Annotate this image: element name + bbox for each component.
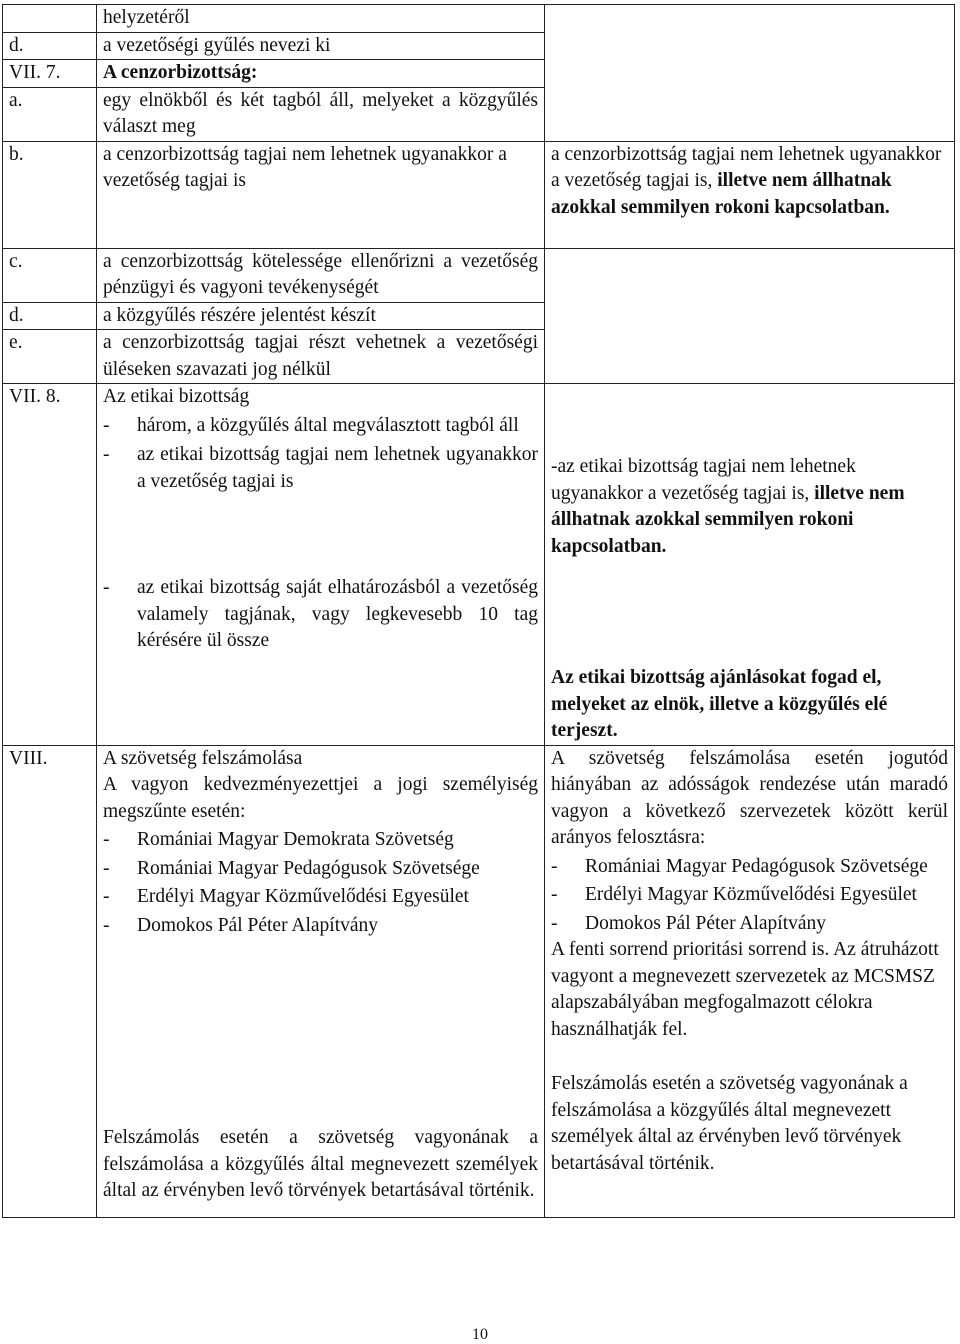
text-cell: a cenzorbizottság tagjai részt vehetnek a vezetőségi üléseken szavazati jog nélkül — [97, 330, 545, 384]
list-item: - Domokos Pál Péter Alapítvány — [551, 912, 827, 934]
right-cell — [545, 5, 955, 142]
table-row — [3, 5, 955, 33]
list-item: - Domokos Pál Péter Alapítvány — [103, 914, 379, 936]
list-item: - Romániai Magyar Pedagógusok Szövetsége — [103, 857, 480, 879]
amendment-text: A szövetség felszámolása esetén jogutód hiányában az adósságok rendezése után maradó vagyon a következő szervezetek között kerül arányos felosztásra: — [551, 747, 948, 848]
statute-comparison-table — [2, 4, 955, 1218]
closing-text: Felszámolás esetén a szövetség vagyonának a felszámolása a közgyűlés által megnevezett személyek által az érvényben levő törvények betartásával történik. — [103, 1127, 538, 1201]
text-cell: a vezetőségi gyűlés nevezi ki — [97, 32, 545, 60]
amendment-text: A fenti sorrend prioritási sorrend is. Az átruházott vagyont a megnevezett szervezetek az MCSMSZ alapszabályában megfogalmazott célokra használhatják fel. — [551, 939, 939, 1040]
section-title: A cenzorbizottság: — [97, 60, 545, 88]
right-cell — [545, 384, 955, 746]
right-cell — [545, 745, 955, 1217]
text-cell: egy elnökből és két tagból áll, melyeket a közgyűlés választ meg — [97, 87, 545, 141]
table-row — [3, 141, 955, 248]
table-row — [3, 248, 955, 302]
table-row — [3, 384, 955, 746]
list-item: - három, a közgyűlés által megválasztott tagból áll — [103, 414, 519, 436]
list-item: - Romániai Magyar Demokrata Szövetség — [103, 829, 454, 850]
code-cell: d. — [3, 32, 97, 60]
text-cell: a közgyűlés részére jelentést készít — [97, 302, 545, 330]
code-cell: e. — [3, 330, 97, 384]
page-number: 10 — [472, 1326, 488, 1343]
code-cell: a. — [3, 87, 97, 141]
amendment-bold-text: Az etikai bizottság ajánlásokat fogad el, melyeket az elnök, illetve a közgyűlés elé terjeszt. — [551, 667, 888, 741]
text-cell: helyzetéről — [97, 5, 545, 33]
amendment-text: a cenzorbizottság tagjai nem lehetnek ugyanakkor a vezetőség tagjai is, — [551, 143, 942, 191]
text-cell — [97, 745, 545, 1217]
text-cell — [97, 384, 545, 746]
intro-text: A vagyon kedvezményezettjei a jogi személyiség megszűnte esetén: — [103, 774, 538, 822]
text-cell: a cenzorbizottság tagjai nem lehetnek ugyanakkor a vezetőség tagjai is — [97, 141, 545, 248]
right-cell — [545, 248, 955, 384]
list-item: - az etikai bizottság saját elhatározásból a vezetőség valamely tagjának, vagy legkevesebb 10 tag kérésére ül össze — [103, 577, 538, 651]
section-title: Az etikai bizottság — [103, 386, 250, 407]
list-item: - Romániai Magyar Pedagógusok Szövetsége — [551, 855, 928, 877]
amendment-bold-text: illetve nem állhatnak azokkal semmilyen rokoni kapcsolatban. — [551, 482, 905, 557]
code-cell: VIII. — [3, 745, 97, 1217]
text-cell: a cenzorbizottság kötelessége ellenőrizni a vezetőség pénzügyi és vagyoni tevékenységét — [97, 248, 545, 302]
code-cell: b. — [3, 141, 97, 248]
table-row — [3, 745, 955, 1217]
right-cell — [545, 141, 955, 248]
code-cell: VII. 7. — [3, 60, 97, 88]
code-cell: VII. 8. — [3, 384, 97, 746]
list-item: - az etikai bizottság tagjai nem lehetnek ugyanakkor a vezetőség tagjai is — [103, 444, 538, 492]
code-cell — [3, 5, 97, 33]
list-item: - Erdélyi Magyar Közművelődési Egyesület — [551, 884, 917, 905]
code-cell: d. — [3, 302, 97, 330]
amendment-bold-text: illetve nem állhatnak azokkal semmilyen rokoni kapcsolatban. — [551, 170, 892, 218]
amendment-text: -az etikai bizottság tagjai nem lehetnek ugyanakkor a vezetőség tagjai is, — [551, 456, 856, 504]
section-title: A szövetség felszámolása — [103, 747, 303, 769]
code-cell: c. — [3, 248, 97, 302]
amendment-text: Felszámolás esetén a szövetség vagyonának a felszámolása a közgyűlés által megnevezett személyek által az érvényben levő törvények betartásával történik. — [551, 1073, 908, 1174]
list-item: - Erdélyi Magyar Közművelődési Egyesület — [103, 886, 469, 907]
